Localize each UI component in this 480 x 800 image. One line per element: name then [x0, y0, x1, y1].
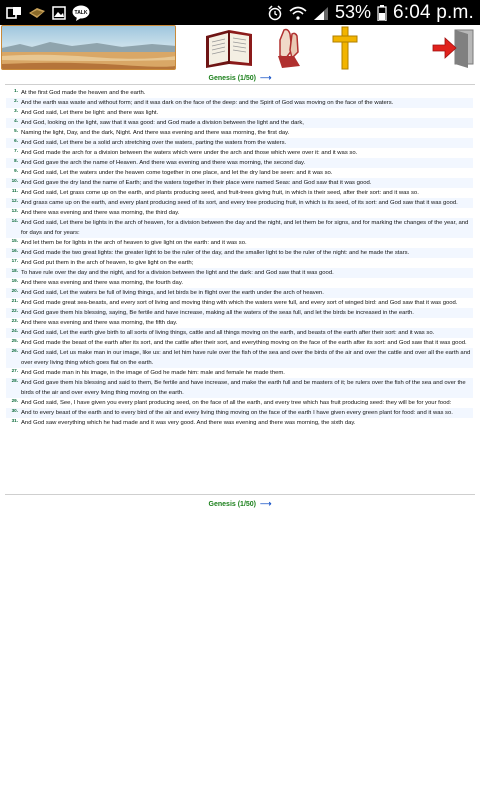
- verse-text: And there was evening and there was morning, the fifth day.: [21, 320, 178, 326]
- verse-row[interactable]: [6, 288, 473, 298]
- chapter-reference-bottom[interactable]: [0, 499, 480, 508]
- verse-row[interactable]: [6, 298, 473, 308]
- verse-row[interactable]: [6, 238, 473, 248]
- verse-number: 27.: [11, 368, 18, 373]
- chapter-reference-label: Genesis (1/50): [208, 75, 257, 82]
- verse-text: And God gave them his blessing, saying, Be fertile and have increase, making all the waters of the seas full, and let the birds be increased in the earth.: [21, 310, 414, 316]
- verse-row[interactable]: [6, 198, 473, 208]
- verse-row[interactable]: [6, 218, 473, 238]
- clock: 6:04 p.m.: [392, 1, 474, 23]
- verse-number: 11.: [11, 188, 18, 193]
- verse-text: And God said, Let there be lights in the arch of heaven, for a division between the day and the night, and let them be for signs, and for marking the changes of the year, and for days and for years:: [21, 220, 469, 236]
- verse-text: And God made the two great lights: the greater light to be the ruler of the day, and the smaller light to be the ruler of the night: and he made the stars.: [21, 250, 410, 256]
- verse-number: 5.: [14, 128, 18, 133]
- verse-text: To have rule over the day and the night, and for a division between the light and the dark: and God saw that it was good.: [21, 270, 334, 276]
- verse-number: 9.: [14, 168, 18, 173]
- svg-text:TALK: TALK: [74, 9, 88, 16]
- talk-icon: [72, 5, 90, 21]
- battery-icon: [377, 5, 387, 21]
- verse-text: And God said, Let grass come up on the earth, and plants producing seed, and fruit-trees giving fruit, in which is their seed, after their sort: and it was so.: [21, 190, 419, 196]
- verse-number: 15.: [11, 238, 18, 243]
- verse-row[interactable]: [6, 88, 473, 98]
- verse-row[interactable]: [6, 188, 473, 198]
- verse-row[interactable]: [6, 258, 473, 268]
- verse-text: And God said, Let the waters under the heaven come together in one place, and let the dry land be seen: and it was so.: [21, 170, 333, 176]
- verse-number: 25.: [11, 338, 18, 343]
- verse-row[interactable]: [6, 408, 473, 418]
- verse-row[interactable]: [6, 108, 473, 118]
- verse-text: And God, looking on the light, saw that it was good: and God made a division between the light and the dark,: [21, 120, 304, 126]
- verse-number: 1.: [14, 88, 18, 93]
- verse-row[interactable]: [6, 338, 473, 348]
- verse-text: At the first God made the heaven and the earth.: [21, 90, 146, 96]
- verse-row[interactable]: [6, 348, 473, 368]
- verse-text: Naming the light, Day, and the dark, Night. And there was evening and there was morning, the first day.: [21, 130, 290, 136]
- verse-text: And to every beast of the earth and to every bird of the air and every living thing moving on the face of the earth I have given every green plant for food: and it was so.: [21, 410, 453, 416]
- wifi-icon: [289, 6, 307, 20]
- verse-number: 30.: [11, 408, 18, 413]
- verse-text: And there was evening and there was morning, the fourth day.: [21, 280, 183, 286]
- verse-text: And God said, Let there be light: and there was light.: [21, 110, 159, 116]
- verse-text: And God said, See, I have given you every plant producing seed, on the face of all the earth, and every tree which has fruit producing seed: they will be for your food:: [21, 400, 452, 406]
- verse-row[interactable]: [6, 158, 473, 168]
- verse-text: And God said, Let us make man in our image, like us: and let him have rule over the fish of the sea and over the birds of the air and over the cattle and over all the earth and over every living thing which goes flat on the earth.: [21, 350, 471, 366]
- verse-text: And God gave them his blessing and said to them, Be fertile and have increase, and make the earth full and be masters of it; be rulers over the fish of the sea and over the birds of the air and over every living thing moving on the earth.: [21, 380, 466, 396]
- verse-row[interactable]: [6, 368, 473, 378]
- chapter-reference-label: Genesis (1/50): [208, 501, 257, 508]
- praying-hands-icon[interactable]: [268, 25, 312, 71]
- verse-row[interactable]: [6, 168, 473, 178]
- alarm-icon: [267, 5, 283, 21]
- verse-number: 26.: [11, 348, 18, 353]
- divider: [5, 84, 475, 85]
- next-chapter-arrow-icon[interactable]: ⟶: [259, 73, 272, 82]
- image-icon: [52, 6, 66, 20]
- verse-number: 23.: [11, 318, 18, 323]
- verse-text: And God said, Let the waters be full of living things, and let birds be in flight over the earth under the arch of heaven.: [21, 290, 324, 296]
- verse-row[interactable]: [6, 138, 473, 148]
- verse-row[interactable]: [6, 278, 473, 288]
- verse-number: 18.: [11, 268, 18, 273]
- verse-text: And God made great sea-beasts, and every sort of living and moving thing with which the waters were full, and every sort of winged bird: and God saw that it was good.: [21, 300, 458, 306]
- verse-row[interactable]: [6, 98, 473, 108]
- landscape-banner[interactable]: [1, 25, 176, 70]
- verse-number: 16.: [11, 248, 18, 253]
- verse-text: And God gave the arch the name of Heaven. And there was evening and there was morning, the second day.: [21, 160, 306, 166]
- exit-door-icon[interactable]: [430, 25, 478, 71]
- verse-row[interactable]: [6, 248, 473, 258]
- verse-number: 28.: [11, 378, 18, 383]
- verse-text: And God put them in the arch of heaven, to give light on the earth;: [21, 260, 194, 266]
- verse-text: And grass came up on the earth, and every plant producing seed of its sort, and every tree producing fruit, in which is its seed, of its sort: and God saw that it was good.: [21, 200, 458, 206]
- verse-number: 4.: [14, 118, 18, 123]
- verse-number: 6.: [14, 138, 18, 143]
- verse-text: And there was evening and there was morning, the third day.: [21, 210, 180, 216]
- next-chapter-arrow-icon[interactable]: ⟶: [259, 499, 272, 508]
- verse-number: 29.: [11, 398, 18, 403]
- verse-number: 7.: [14, 148, 18, 153]
- verse-row[interactable]: [6, 178, 473, 188]
- verse-number: 19.: [11, 278, 18, 283]
- verse-row[interactable]: [6, 208, 473, 218]
- verse-row[interactable]: [6, 328, 473, 338]
- cash-icon: [28, 7, 46, 19]
- cross-icon[interactable]: [330, 25, 360, 71]
- verse-row[interactable]: [6, 148, 473, 158]
- verse-row[interactable]: [6, 308, 473, 318]
- verse-row[interactable]: [6, 268, 473, 278]
- verse-number: 20.: [11, 288, 18, 293]
- verse-text: And God made the beast of the earth after its sort, and the cattle after their sort, and everything moving on the face of the earth after its sort: and God saw that it was good.: [21, 340, 467, 346]
- battery-percent: 53%: [334, 2, 371, 22]
- verse-row[interactable]: [6, 118, 473, 128]
- signal-icon: [313, 6, 329, 20]
- verse-text: And God made man in his image, in the image of God he made him: male and female he made them.: [21, 370, 285, 376]
- verse-number: 2.: [14, 98, 18, 103]
- verse-text: And God said, Let there be a solid arch stretching over the waters, parting the waters from the waters.: [21, 140, 287, 146]
- verse-row[interactable]: [6, 318, 473, 328]
- verse-number: 24.: [11, 328, 18, 333]
- bible-book-icon[interactable]: [199, 25, 259, 71]
- verse-text: And let them be for lights in the arch of heaven to give light on the earth: and it was so.: [21, 240, 247, 246]
- verse-number: 10.: [11, 178, 18, 183]
- verse-number: 14.: [11, 218, 18, 223]
- verse-row[interactable]: [6, 398, 473, 408]
- verse-row[interactable]: [6, 128, 473, 138]
- status-bar: [0, 0, 480, 25]
- divider: [5, 494, 475, 495]
- verse-text: And God said, Let the earth give birth to all sorts of living things, cattle and all things moving on the earth, and beasts of the earth after their sort: and it was so.: [21, 330, 435, 336]
- verse-text: And God made the arch for a division between the waters which were under the arch and those which were over it: and it was so.: [21, 150, 358, 156]
- verse-list: [6, 88, 473, 492]
- verse-number: 31.: [11, 418, 18, 423]
- verse-number: 17.: [11, 258, 18, 263]
- verse-row[interactable]: [6, 378, 473, 398]
- verse-text: And God gave the dry land the name of Earth; and the waters together in their place were named Seas: and God saw that it was good.: [21, 180, 372, 186]
- verse-row[interactable]: [6, 418, 473, 428]
- verse-number: 12.: [11, 198, 18, 203]
- verse-text: And the earth was waste and without form; and it was dark on the face of the deep: and the Spirit of God was moving on the face of the waters.: [21, 100, 394, 106]
- verse-text: And God saw everything which he had made and it was very good. And there was evening and there was morning, the sixth day.: [21, 420, 356, 426]
- verse-number: 21.: [11, 298, 18, 303]
- verse-number: 22.: [11, 308, 18, 313]
- app-icon: [6, 6, 22, 20]
- app-toolbar: [0, 25, 480, 73]
- verse-number: 13.: [11, 208, 18, 213]
- verse-number: 3.: [14, 108, 18, 113]
- chapter-reference-top[interactable]: [0, 73, 480, 82]
- verse-number: 8.: [14, 158, 18, 163]
